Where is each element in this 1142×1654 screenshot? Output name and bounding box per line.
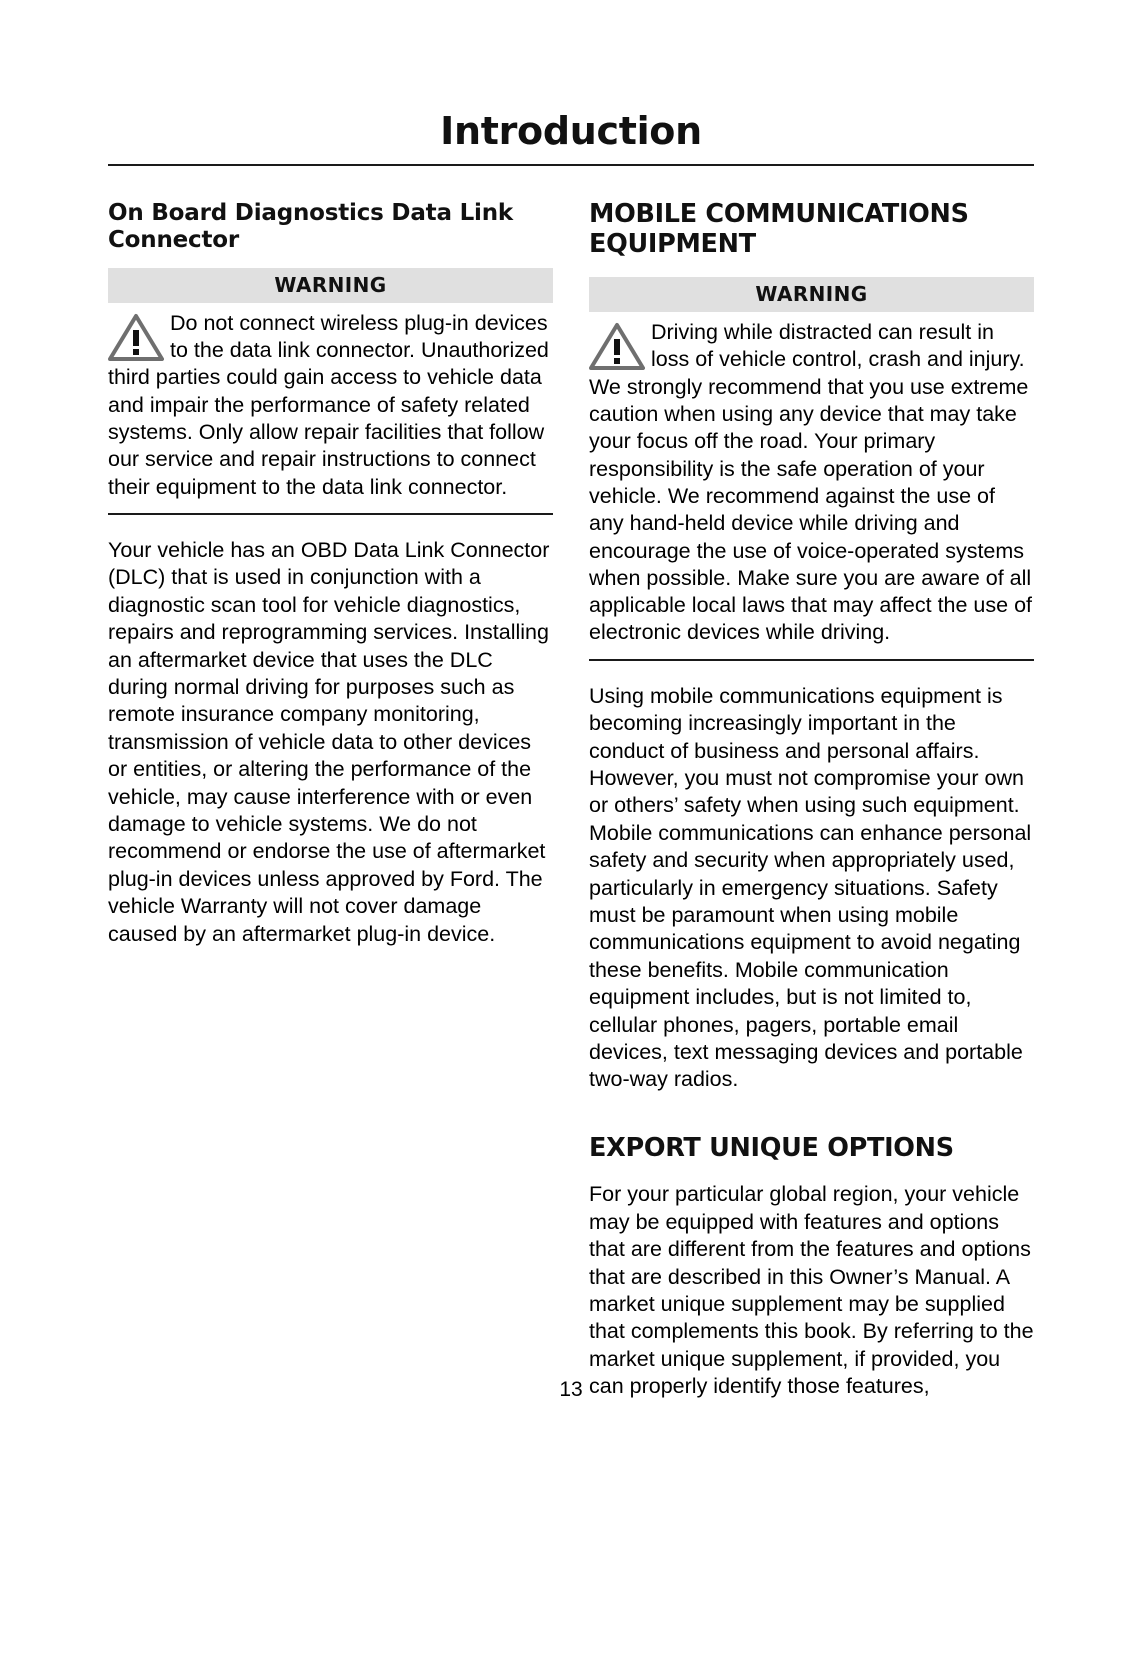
- paragraph-text: For your particular global region, your vehicle may be equipped with features and options that are different from the features and options that are described in this Owner’s Manual. A market unique supplement may be supplied that complements this book. By referring to the market unique supplement, if provided, you can properly identify those features,: [589, 1182, 1034, 1399]
- warning-label: WARNING: [589, 277, 1034, 312]
- body-paragraph-mobile: [589, 683, 1034, 1094]
- header-divider: [108, 164, 1034, 166]
- warning-block-obd: [108, 268, 553, 515]
- warning-body-mobile: [589, 319, 1034, 647]
- body-paragraph-obd: [108, 537, 553, 948]
- paragraph-text: Using mobile communications equipment is becoming increasingly important in the conduct of business and personal affairs. However, you must not compromise your own or others’ safety when using such equipment. Mobile communications can enhance personal safety and security when appropriately used, particularly in emergency situations. Safety must be paramount when using mobile communications equipment to avoid negating these benefits. Mobile communication equipment includes, but is not limited to, cellular phones, pagers, portable email devices, text messaging devices and portable two-way radios.: [589, 683, 1032, 1092]
- section-heading-obd: On Board Diagnostics Data Link Connector: [108, 200, 513, 253]
- warning-triangle-icon: [108, 312, 164, 362]
- page-header: [108, 109, 1034, 166]
- warning-divider: [589, 659, 1034, 661]
- page-title: Introduction: [440, 109, 702, 153]
- warning-triangle-icon: [589, 321, 645, 371]
- warning-text-mobile: Driving while distracted can result in loss of vehicle control, crash and injury. We strongly recommend that you use extreme caution when using any device that may take your focus off the road. Your primary responsibility is the safe operation of your vehicle. We recommend against the use of any hand-held device while driving and encourage the use of voice-operated systems when possible. Make sure you are aware of all applicable local laws that may affect the use of electronic devices while driving.: [589, 320, 1032, 645]
- page-number: 13: [559, 1378, 583, 1401]
- warning-text-obd: Do not connect wireless plug-in devices to the data link connector. Unauthorized third parties could gain access to vehicle data and impair the performance of safety related systems. Only allow repair facilities that follow our service and repair instructions to connect their equipment to the data link connector.: [108, 310, 549, 499]
- warning-label: WARNING: [108, 268, 553, 303]
- section-heading-mobile-communications: MOBILE COMMUNICATIONS EQUIPMENT: [589, 199, 969, 259]
- section-heading-export-unique-options: EXPORT UNIQUE OPTIONS: [589, 1132, 954, 1163]
- left-column: [108, 200, 553, 1401]
- content-columns: [108, 200, 1034, 1401]
- body-paragraph-export: [589, 1181, 1034, 1400]
- warning-divider: [108, 513, 553, 515]
- paragraph-text: Your vehicle has an OBD Data Link Connector (DLC) that is used in conjunction with a diagnostic scan tool for vehicle diagnostics, repairs and reprogramming services. Installing an aftermarket device that uses the DLC during normal driving for purposes such as remote insurance company monitoring, transmission of vehicle data to other devices or entities, or altering the performance of the vehicle, may cause interference with or even damage to vehicle systems. We do not recommend or endorse the use of aftermarket plug-in devices unless approved by Ford. The vehicle Warranty will not cover damage caused by an aftermarket plug-in device.: [108, 537, 550, 946]
- right-column: [589, 200, 1034, 1401]
- warning-body-obd: [108, 310, 553, 501]
- warning-block-mobile: [589, 277, 1034, 661]
